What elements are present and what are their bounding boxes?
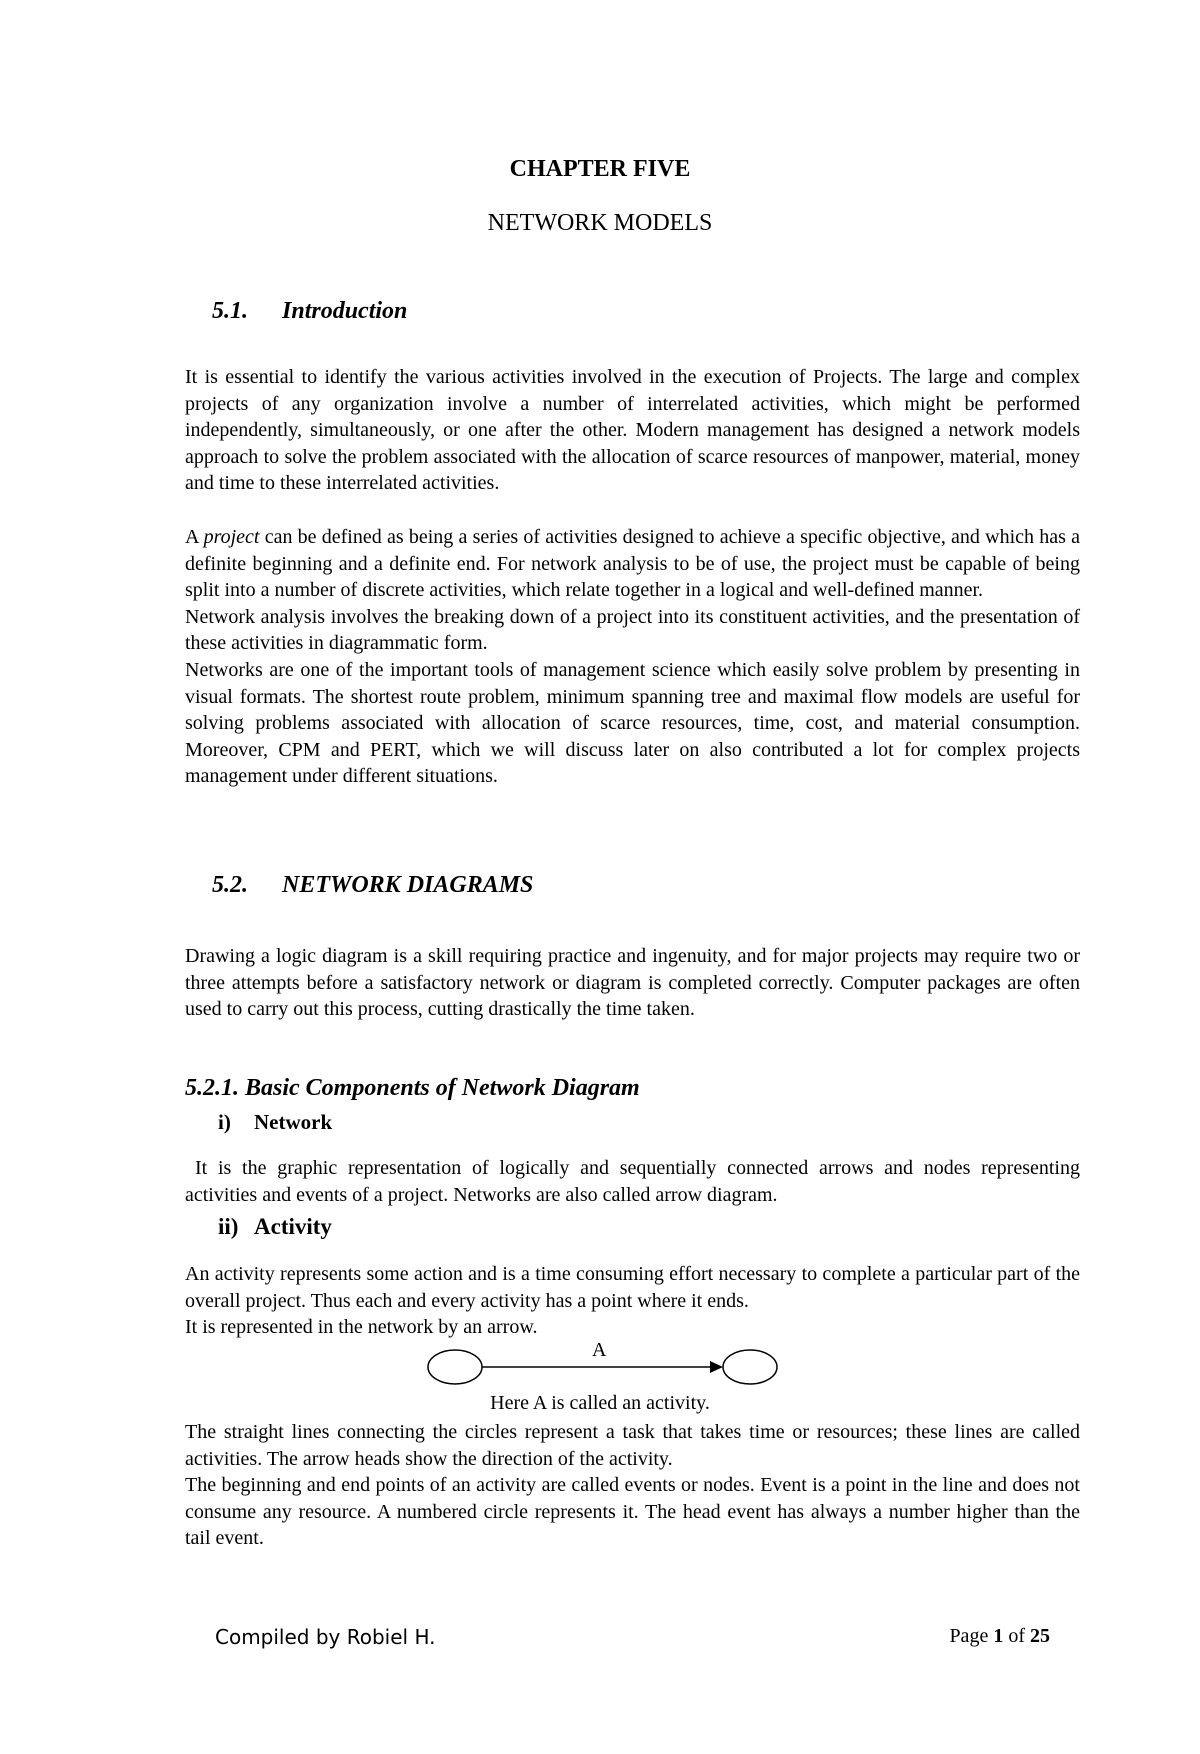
activity-text-4: The beginning and end points of an activity are called events or nodes. Event is a point in the line and does not consume any resource. A numbered circle represents it. The head event has always a number higher than the tail event.: [185, 1474, 1080, 1550]
section-5-2-1-heading: 5.2.1. Basic Components of Network Diagram: [185, 1075, 640, 1101]
footer-author: Compiled by Robiel H.: [215, 1625, 436, 1649]
intro-text-2-a: A: [185, 526, 204, 548]
diagram-caption: Here A is called an activity.: [490, 1392, 710, 1414]
activity-label: A: [592, 1339, 607, 1361]
diagram-paragraph: [185, 943, 1080, 1023]
activity-paragraph-1: [185, 1261, 1080, 1341]
item-i-heading: [218, 1110, 332, 1135]
item-ii-heading: [218, 1214, 332, 1240]
intro-text-2: [185, 524, 1080, 604]
intro-text-3: Network analysis involves the breaking down of a project into its constituent activities, and the presentation of these activities in diagrammatic form.: [185, 605, 1080, 655]
intro-paragraph-2: [185, 524, 1080, 790]
activity-text-3: The straight lines connecting the circles represent a task that takes time or resources; these lines are called activities. The arrow heads show the direction of the activity.: [185, 1421, 1080, 1470]
section-5-1-heading: [212, 298, 407, 325]
intro-text-2-b: can be defined as being a series of activities designed to achieve a specific objective, and which has a definite beginning and a definite end. For network analysis to be of use, the project must be capable of being split into a number of discrete activities, which relate together in a logical and well-defined manner.: [185, 526, 1080, 602]
arrow-head-icon: [710, 1361, 723, 1373]
intro-text-4: Networks are one of the important tools of management science which easily solve problem by presenting in visual formats. The shortest route problem, minimum spanning tree and maximal flow models are useful for solving problems associated with allocation of scarce resources, time, cost, and material consumption. Moreover, CPM and PERT, which we will discuss later on also contributed a lot for complex projects management under different situations.: [185, 658, 1080, 788]
of-word: of: [1003, 1625, 1030, 1647]
page-word: Page: [949, 1625, 994, 1647]
section-number: 5.2.: [212, 872, 248, 898]
diagram-text: Drawing a logic diagram is a skill requiring practice and ingenuity, and for major projects may require two or three attempts before a satisfactory network or diagram is completed correctly. Computer packages are often used to carry out this process, cutting drastically the time taken.: [185, 945, 1080, 1021]
intro-text-1: It is essential to identify the various activities involved in the execution of Projects. The large and complex projects of any organization involve a number of interrelated activities, which might be performed independently, simultaneously, or one after the other. Modern management has designed a network models approach to solve the problem associated with the allocation of scarce resources of manpower, material, money and time to these interrelated activities.: [185, 366, 1080, 495]
section-number: 5.1.: [212, 298, 248, 324]
item-number: i): [218, 1110, 231, 1134]
network-paragraph: [185, 1155, 1080, 1208]
page-current: 1: [993, 1625, 1004, 1647]
intro-text-2-em: project: [203, 526, 260, 548]
network-text: It is the graphic representation of logically and sequentially connected arrows and nodes representing activities and events of a project. Networks are also called arrow diagram.: [185, 1157, 1080, 1206]
chapter-title: NETWORK MODELS: [487, 210, 713, 236]
section-5-2-heading: [212, 872, 533, 899]
section-title: NETWORK DIAGRAMS: [282, 872, 534, 898]
page-total: 25: [1030, 1625, 1050, 1647]
tail-node: [428, 1350, 482, 1384]
head-node: [723, 1350, 777, 1384]
activity-paragraph-2: [185, 1419, 1080, 1552]
activity-diagram: [420, 1330, 800, 1390]
section-title: Introduction: [282, 298, 408, 324]
chapter-heading: CHAPTER FIVE: [509, 156, 691, 182]
item-label: Activity: [254, 1214, 332, 1239]
intro-paragraph-1: [185, 364, 1080, 497]
activity-text-1: An activity represents some action and is a time consuming effort necessary to complete a particular part of the overall project. Thus each and every activity has a point where it ends.: [185, 1263, 1080, 1312]
item-number: ii): [218, 1214, 239, 1239]
footer-page-number: [949, 1625, 1050, 1648]
item-label: Network: [254, 1110, 333, 1134]
activity-text-2: It is represented in the network by an arrow.: [185, 1316, 538, 1339]
